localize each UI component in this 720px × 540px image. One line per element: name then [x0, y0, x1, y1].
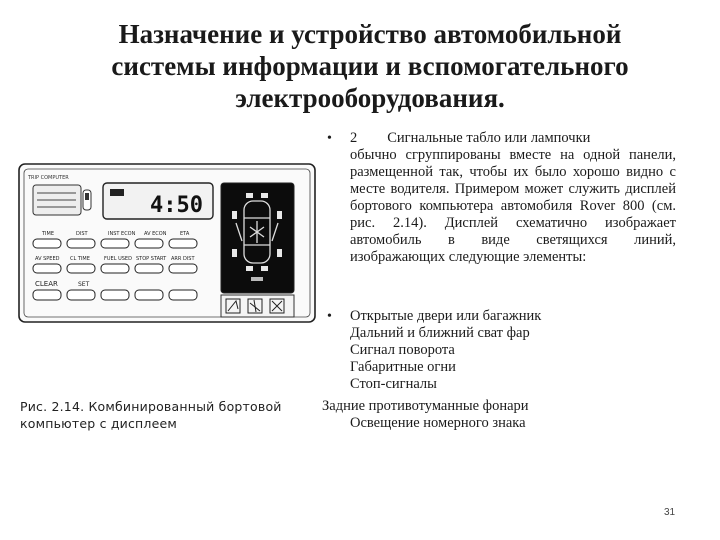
clear-label: CLEAR — [35, 280, 58, 288]
button-label-fuel-used: FUEL USED — [104, 256, 132, 262]
trip-computer-figure — [18, 163, 316, 323]
figure-caption — [20, 398, 340, 432]
trip-computer-drawing — [18, 163, 316, 323]
paragraph-first-line — [350, 130, 680, 147]
set-label: SET — [78, 281, 90, 288]
caption-line-2: компьютер с дисплеем — [20, 416, 178, 431]
bullet-marker: • — [327, 309, 332, 324]
title-line-3: электрооборудования. — [235, 83, 505, 113]
list-item: Дальний и ближний сват фар — [350, 325, 530, 341]
button-label-time: TIME — [42, 231, 55, 237]
list-item: Освещение номерного знака — [350, 415, 526, 431]
button-label-dist: DIST — [76, 231, 88, 237]
clock-readout: 4:50 — [150, 193, 203, 218]
button-label-av-econ: AV ECON — [144, 231, 167, 237]
list-item: Стоп-сигналы — [350, 376, 437, 392]
list-item: Задние противотуманные фонари — [322, 398, 529, 414]
button-label-arr-dist: ARR DIST — [171, 256, 195, 262]
button-label-inst-econ: INST ECON — [108, 231, 136, 237]
button-label-eta: ETA — [180, 231, 190, 237]
title-line-2: системы информации и вспомогательного — [111, 51, 629, 81]
list-item: Габаритные огни — [350, 359, 456, 375]
paragraph-first-text: Сигнальные табло или лампочки — [387, 130, 591, 146]
list-item: Сигнал поворота — [350, 342, 455, 358]
slide-title — [70, 18, 670, 114]
paragraph-number: 2 — [350, 130, 358, 146]
button-label-av-speed: AV SPEED — [35, 256, 60, 262]
button-label-stop-start: STOP START — [136, 256, 167, 262]
page-number: 31 — [664, 507, 676, 518]
list-item: Открытые двери или багажник — [350, 308, 542, 324]
caption-line-1: Рис. 2.14. Комбинированный бортовой — [20, 399, 282, 414]
title-line-1: Назначение и устройство автомобильной — [118, 19, 622, 49]
button-label-cl-time: CL TIME — [70, 256, 90, 262]
bullet-marker: • — [327, 131, 332, 146]
device-header-label: TRIP COMPUTER — [28, 175, 69, 181]
paragraph-body: обычно сгруппированы вместе на одной панели, размещенной так, чтобы их было хорошо видно с месте водителя. Примером может служить дисплей бортового компьютера автомобиля Rover 800 (см. рис. 2.14). Дисплей схематично изображает автомобиль в виде светящихся линий, изображающих следующие элементы: — [350, 147, 676, 265]
